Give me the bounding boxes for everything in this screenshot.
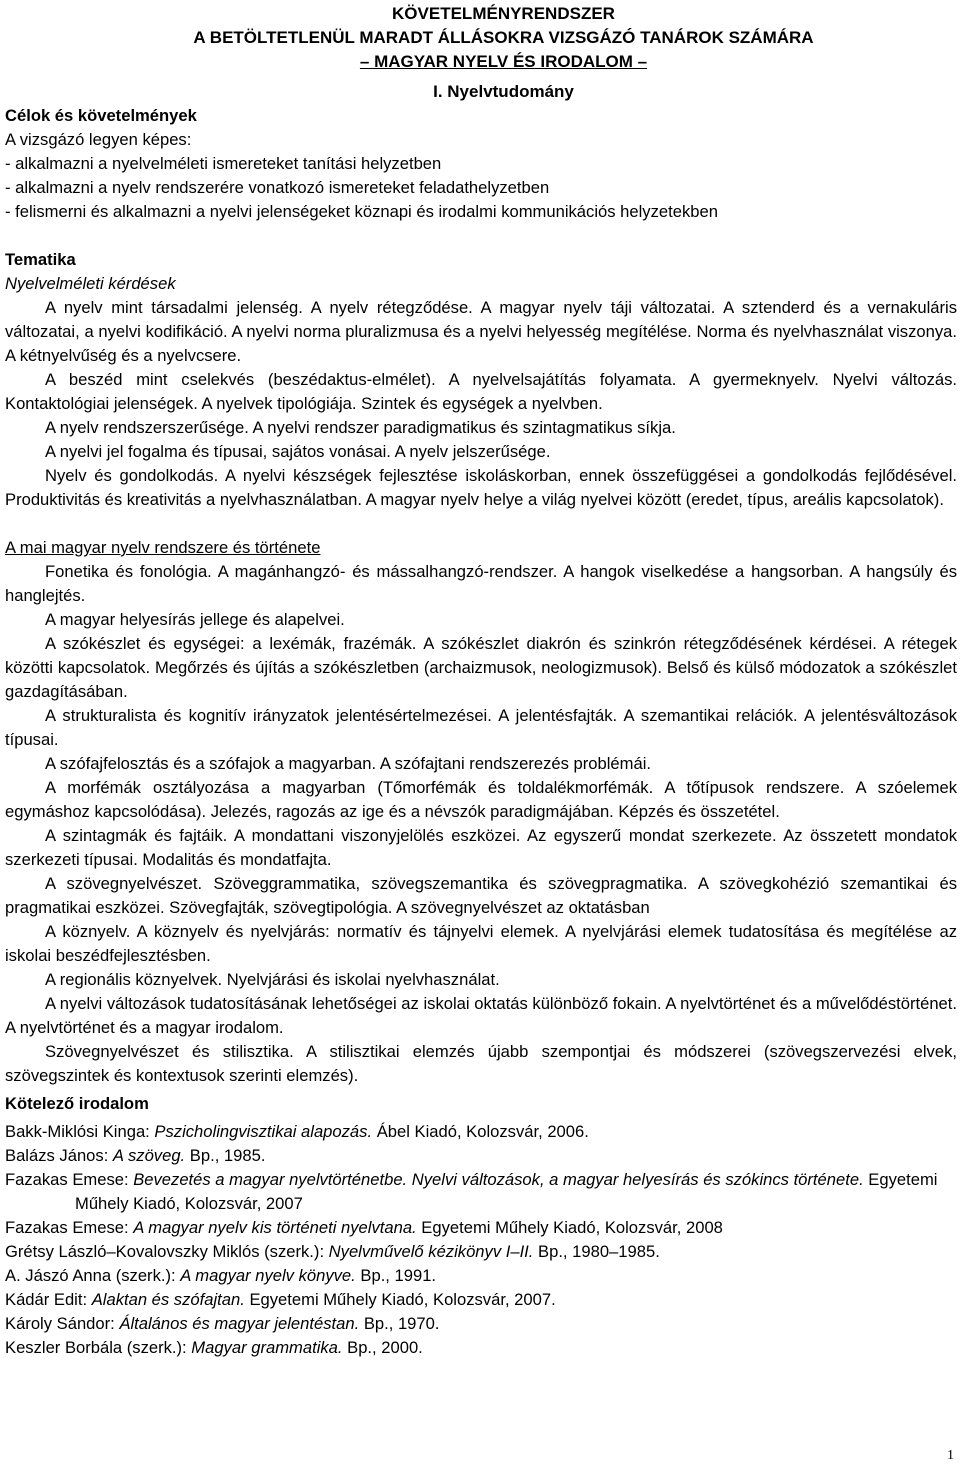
section-title: I. Nyelvtudomány [433, 82, 574, 101]
ref-title: Magyar grammatika. [191, 1338, 343, 1357]
ref-publisher: Bp., 1980–1985. [533, 1242, 660, 1261]
tematika-paragraph: A magyar helyesírás jellege és alapelvei. [45, 610, 345, 629]
ref-publisher: Bp., 1970. [359, 1314, 440, 1333]
ref-publisher: Bp., 1991. [355, 1266, 437, 1285]
ref-publisher: Egyetemi Műhely Kiadó, Kolozsvár, 2007. [244, 1290, 556, 1309]
ref-title: Pszicholingvisztikai alapozás. [154, 1122, 373, 1141]
header-line-1: KÖVETELMÉNYRENDSZER [392, 4, 615, 23]
ref-publisher: Ábel Kiadó, Kolozsvár, 2006. [372, 1122, 589, 1141]
ref-author: Bakk-Miklósi Kinga: [5, 1122, 155, 1141]
tematika-paragraph: A szintagmák és fajtáik. A mondattani viszonyjelölés eszközei. Az egyszerű mondat szerkezete. Az összetett mondatok szerkezeti típusai. Modalitás és mondatfajta. [5, 826, 957, 869]
header-line-3: – MAGYAR NYELV ÉS IRODALOM – [359, 52, 648, 71]
literature-entry [5, 1120, 957, 1144]
literature-entry [5, 1288, 957, 1312]
ref-author: Fazakas Emese: [5, 1218, 134, 1237]
ref-author: Keszler Borbála (szerk.): [5, 1338, 192, 1357]
tematika-paragraph: A nyelv mint társadalmi jelenség. A nyelv rétegződése. A magyar nyelv táji változatai. A sztenderd és a vernakuláris változatai, a nyelvi kodifikáció. A nyelvi norma pluralizmusa és a nyelvi helyesség megítélése. Norma és nyelvhasználat viszonya. A kétnyelvűség és a nyelvcsere. [5, 298, 957, 365]
ref-author: A. Jászó Anna (szerk.): [5, 1266, 181, 1285]
literature-entry [5, 1336, 957, 1360]
literature-entry [5, 1216, 957, 1240]
tematika-paragraph: Fonetika és fonológia. A magánhangzó- és mássalhangzó-rendszer. A hangok viselkedése a hangsorban. A hangsúly és hanglejtés. [5, 562, 957, 605]
literature-entry [5, 1312, 957, 1336]
header-line-2: A BETÖLTETLENÜL MARADT ÁLLÁSOKRA VIZSGÁZÓ TANÁROK SZÁMÁRA [193, 28, 814, 47]
literature-entry [5, 1168, 957, 1216]
ref-title: A szöveg. [112, 1146, 186, 1165]
tematika-paragraph: A szófajfelosztás és a szófajok a magyarban. A szófajtani rendszerezés problémái. [45, 754, 651, 773]
tematika-paragraph: A morfémák osztályozása a magyarban (Tőmorfémák és toldalékmorfémák. A tőtípusok rendszere. A szóelemek egymáshoz kapcsolódása). Jelezés, ragozás az ige és a névszók paradigmájában. Képzés és összetétel. [5, 778, 957, 821]
tematika-paragraph: A köznyelv. A köznyelv és nyelvjárás: normatív és tájnyelvi elemek. A nyelvjárási elemek tudatosítása és megítélése az iskolai beszédfejlesztésben. [5, 922, 957, 965]
document-page [5, 2, 957, 1360]
ref-author: Grétsy László–Kovalovszky Miklós (szerk.): [5, 1242, 329, 1261]
goal-item: - felismerni és alkalmazni a nyelvi jelenségeket köznapi és irodalmi kommunikációs helyzetekben [5, 202, 718, 221]
tematika-paragraph: A nyelv rendszerszerűsége. A nyelvi rendszer paradigmatikus és szintagmatikus síkja. [45, 418, 676, 437]
tematika-subheading-2: A mai magyar nyelv rendszere és története [5, 538, 321, 557]
tematika-paragraph: Nyelv és gondolkodás. A nyelvi készségek fejlesztése iskoláskorban, ennek összefüggései a gondolkodás fejlődésével. Produktivitás és kreativitás a nyelvhasználatban. A magyar nyelv helye a világ nyelvei között (eredet, típus, areális kapcsolatok). [5, 466, 957, 509]
ref-author: Balázs János: [5, 1146, 113, 1165]
ref-publisher: Bp., 2000. [342, 1338, 423, 1357]
literature-heading: Kötelező irodalom [5, 1094, 149, 1113]
tematika-paragraph: A beszéd mint cselekvés (beszédaktus-elmélet). A nyelvelsajátítás folyamata. A gyermeknyelv. Nyelvi változás. Kontaktológiai jelenségek. A nyelvek tipológiája. Szintek és egységek a nyelvben. [5, 370, 957, 413]
goal-item: - alkalmazni a nyelvelméleti ismereteket tanítási helyzetben [5, 154, 442, 173]
tematika-paragraph: Szövegnyelvészet és stilisztika. A stilisztikai elemzés újabb szempontjai és módszerei (szövegszervezési elvek, szövegszintek és kontextusok szerinti elemzés). [5, 1042, 957, 1085]
document-header [50, 2, 957, 74]
tematika-heading: Tematika [5, 250, 76, 269]
ref-title: Bevezetés a magyar nyelvtörténetbe. Nyelvi változások, a magyar helyesírás és szókincs története. [133, 1170, 864, 1189]
ref-title: A magyar nyelv kis történeti nyelvtana. [133, 1218, 417, 1237]
tematika-paragraph: A strukturalista és kognitív irányzatok jelentésértelmezései. A jelentésfajták. A szemantikai relációk. A jelentésváltozások típusai. [5, 706, 957, 749]
tematika-subheading-1: Nyelvelméleti kérdések [5, 274, 176, 293]
goals-intro: A vizsgázó legyen képes: [5, 130, 192, 149]
goals-heading: Célok és követelmények [5, 106, 197, 125]
literature-list [5, 1120, 957, 1360]
ref-author: Károly Sándor: [5, 1314, 120, 1333]
tematika-paragraph: A szövegnyelvészet. Szöveggrammatika, szövegszemantika és szövegpragmatika. A szövegkohézió szemantikai és pragmatikai eszközei. Szövegfajták, szövegtipológia. A szövegnyelvészet az oktatásban [5, 874, 957, 917]
ref-title: Nyelvművelő kézikönyv I–II. [328, 1242, 534, 1261]
goal-item: - alkalmazni a nyelv rendszerére vonatkozó ismereteket feladathelyzetben [5, 178, 550, 197]
literature-entry [5, 1240, 957, 1264]
tematika-paragraph: A szókészlet és egységei: a lexémák, frazémák. A szókészlet diakrón és szinkrón rétegződésének kérdései. A rétegek közötti kapcsolatok. Megőrzés és újítás a szókészletben (archaizmusok, neologizmusok). Belső és külső módozatok a szókészlet gazdagításában. [5, 634, 957, 701]
literature-entry [5, 1264, 957, 1288]
ref-author: Kádár Edit: [5, 1290, 92, 1309]
tematika-paragraph: A nyelvi jel fogalma és típusai, sajátos vonásai. A nyelv jelszerűsége. [45, 442, 551, 461]
ref-author: Fazakas Emese: [5, 1170, 134, 1189]
ref-title: Alaktan és szófajtan. [91, 1290, 245, 1309]
ref-title: A magyar nyelv könyve. [180, 1266, 356, 1285]
ref-title: Általános és magyar jelentéstan. [119, 1314, 360, 1333]
tematika-paragraph: A nyelvi változások tudatosításának lehetőségei az iskolai oktatás különböző fokain. A nyelvtörténet és a művelődéstörténet. A nyelvtörténet és a magyar irodalom. [5, 994, 957, 1037]
ref-publisher: Egyetemi Műhely Kiadó, Kolozsvár, 2007 [75, 1170, 938, 1213]
tematika-paragraph: A regionális köznyelvek. Nyelvjárási és iskolai nyelvhasználat. [45, 970, 500, 989]
ref-publisher: Bp., 1985. [185, 1146, 266, 1165]
page-number: 1 [947, 1448, 954, 1463]
ref-publisher: Egyetemi Műhely Kiadó, Kolozsvár, 2008 [416, 1218, 723, 1237]
literature-entry [5, 1144, 957, 1168]
